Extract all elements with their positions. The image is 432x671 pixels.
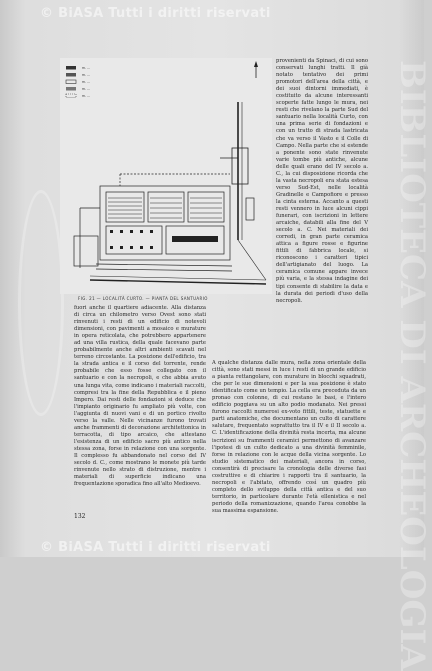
legend-item: m. ... xyxy=(82,94,91,98)
plan-legend xyxy=(66,66,90,98)
paragraph: A qualche distanza dalle mura, nella zona orientale della città, sono stati messi in luce i resti di un grande edificio a pianta rettangolare, con murature in blocchi squadrati, che per le sue dimensioni e per la sua posizione è stato identificato come un tempio. La cella era preceduta da un pronao con colonne, di cui restano le basi, e l'intero edificio poggiava su un alto podio modanato. Nei pressi furono raccolti numerosi ex-voto fittili, teste, statuette e parti anatomiche, che documentano un culto di carattere salutare, frequentato soprattutto tra il IV e il II secolo a. C. L'identificazione della divinità resta incerta, ma alcune iscrizioni su frammenti ceramici permettono di avanzare l'ipotesi di un culto dedicato a una divinità femminile, forse in relazione con le acque della vicina sorgente. Lo studio sistematico dei materiali, ancora in corso, consentirà di precisare la cronologia delle diverse fasi costruttive e di chiarire i rapporti tra il santuario, la necropoli e l'abitato, offrendo così un quadro più completo dello sviluppo della città antica e del suo territorio, in particolare durante l'età ellenistica e nel periodo della romanizzazione, quando l'area conobbe la sua massima espansione. xyxy=(212,360,366,514)
site-plan-drawing xyxy=(60,58,272,294)
legend-item: m. ... xyxy=(82,73,91,77)
text-column-bottom-left xyxy=(74,305,206,517)
watermark-top: © BiASA Tutti i diritti riservati xyxy=(40,6,271,21)
watermark-seal-icon xyxy=(18,190,64,416)
page-number: 132 xyxy=(74,513,86,520)
north-arrow-icon xyxy=(254,61,258,78)
watermark-side: BIBLIOTECA DI ARCHEOLOGIA xyxy=(392,60,432,671)
plan-rooms xyxy=(74,174,232,271)
legend-item: m. ... xyxy=(82,87,91,91)
paragraph: provenienti da Spinaci, di cui sono conservati lunghi tratti. Il già notato tentativo dei primi promotori dell'area della città, e dei suoi dintorni immediati, è costituito da alcune interessanti scoperte fatte lungo le mura, nei resti che rivelano la parte Sud del santuario nella località Curto, con una prima serie di fondazioni e con un tratto di strada lastricata che va verso il Vasto e il Colle di Campo. Nella parte che si estende a ponente sono state rinvenute varie tombe più antiche, alcune delle quali erano del IV secolo a. C., la cui disposizione ricorda che la vasta necropoli era stata estesa verso Sud-Est, nelle località Gradinelle e Campofiore e presso la cinta esterna. Accanto a questi resti vennero in luce alcuni cippi funerari, con iscrizioni in lettere arcaiche, databili alla fine del V secolo a. C. Nei materiali dei corredi, in gran parte ceramica attica a figure rosse e figurine fittili di fabbrica locale, si riconoscono i caratteri tipici dell'artigianato del luogo. La ceramica comune appare invece più varia, e la stessa indagine dei tipi consente di stabilire la data e la durata dei periodi d'uso della necropoli. xyxy=(276,58,368,304)
text-column-right xyxy=(276,58,368,356)
legend-item: m. ... xyxy=(82,66,91,70)
site-plan-figure xyxy=(60,58,272,294)
figure-caption: FIG. 21 — LOCALITÀ CURTO. — PIANTA DEL SANTUARIO xyxy=(78,296,208,301)
plan-walls xyxy=(90,102,266,284)
watermark-bottom: © BiASA Tutti i diritti riservati xyxy=(40,540,271,555)
text-column-bottom-right xyxy=(212,360,366,518)
paragraph: fuori anche il quartiere adiacente. Alla distanza di circa un chilometro verso Ovest sono stati rinvenuti i resti di un edificio di notevoli dimensioni, con pavimenti a mosaico e murature in opera reticolata, che potrebbero appartenere ad una villa rustica, della quale facevano parte probabilmente anche altri ambienti scavati nel terreno circostante. La posizione dell'edificio, tra la strada antica e il corso del torrente, rende probabile che esso fosse collegato con il santuario e con la necropoli, e che abbia avuto una lunga vita, come indicano i materiali raccolti, compresi tra la fine della Repubblica e il pieno Impero. Dai resti delle fondazioni si deduce che l'impianto originario fu ampliato più volte, con l'aggiunta di nuovi vani e di un portico rivolto verso la valle. Nelle vicinanze furono trovati anche frammenti di decorazione architettonica in terracotta, di tipo arcaico, che attestano l'esistenza di un edificio sacro più antico nella stessa zona, forse in relazione con una sorgente. Il complesso fu abbandonato nel corso del IV secolo d. C., come mostrano le monete più tarde rinvenute nello strato di distruzione, mentre i materiali di superficie indicano una frequentazione sporadica fino all'alto Medioevo. xyxy=(74,305,206,488)
legend-item: m. ... xyxy=(82,80,91,84)
